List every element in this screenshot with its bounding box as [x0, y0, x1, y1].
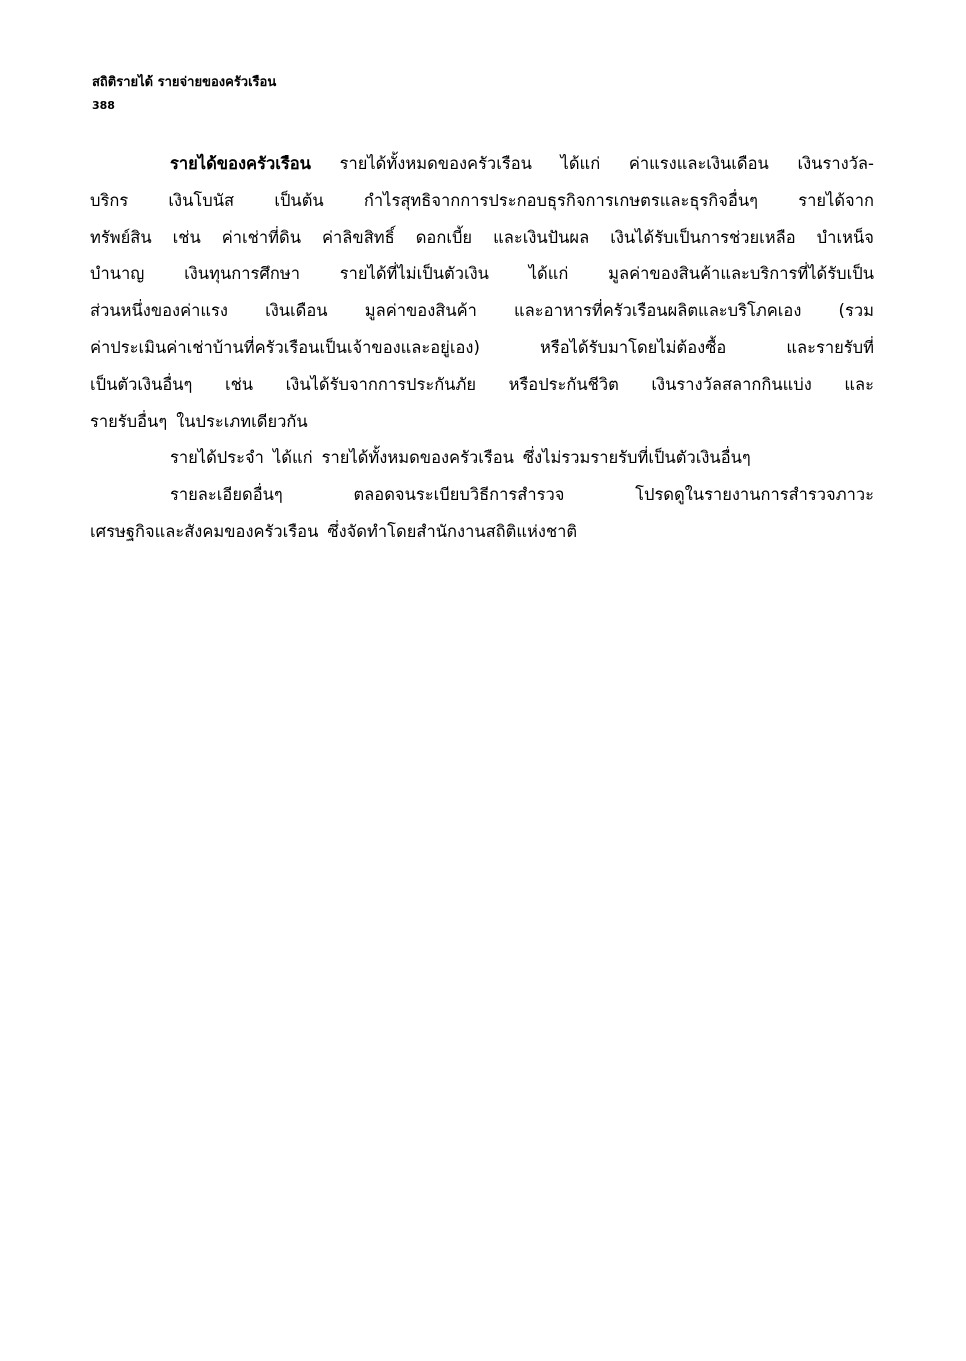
text-segment: ส่วนหนึ่งของค่าแรง [90, 301, 228, 321]
paragraph-line [90, 146, 874, 183]
text-segment: ได้แก่ [560, 154, 601, 173]
text-segment: บำนาญ [90, 264, 145, 284]
paragraph-line [90, 477, 874, 514]
text-segment: ได้แก่ [272, 448, 313, 468]
text-segment: ทรัพย์สิน [90, 227, 152, 247]
text-segment: (รวม [838, 301, 874, 321]
paragraph-line [90, 404, 874, 441]
text-segment: ในประเภทเดียวกัน [176, 411, 308, 431]
body-text [90, 146, 874, 551]
text-segment: รายรับอื่นๆ [90, 411, 168, 431]
text-segment: มูลค่าของสินค้า [364, 301, 477, 321]
text-segment: ค่าแรงและเงินเดือน [628, 154, 769, 173]
text-segment: เงินได้รับจากการประกันภัย [285, 374, 477, 394]
text-segment: ค่าประเมินค่าเช่าบ้านที่ครัวเรือนเป็นเจ้าของและอยู่เอง) [90, 337, 480, 357]
text-segment: กำไรสุทธิจากการประกอบธุรกิจการเกษตรและธุรกิจอื่นๆ [363, 190, 759, 210]
text-segment: เป็นตัวเงินอื่นๆ [90, 374, 193, 394]
text-segment: หรือประกันชีวิต [508, 374, 619, 394]
text-segment: ดอกเบี้ย [415, 227, 473, 247]
text-segment: ค่าลิขสิทธิ์ [322, 227, 395, 247]
text-segment: เงินได้รับเป็นการช่วยเหลือ [610, 227, 796, 247]
page-number: 388 [92, 99, 115, 112]
text-segment: ค่าเช่าที่ดิน [221, 227, 302, 247]
text-segment: ได้แก่ [528, 264, 569, 284]
running-header [92, 74, 492, 114]
paragraph-line [90, 183, 874, 220]
text-segment: เงินเดือน [265, 301, 328, 321]
text-segment: และอาหารที่ครัวเรือนผลิตและบริโภคเอง [514, 301, 802, 321]
text-segment: มูลค่าของสินค้าและบริการที่ได้รับเป็น [608, 264, 874, 284]
text-segment: และรายรับที่ [786, 337, 874, 357]
text-segment: เงินรางวัล- [797, 154, 874, 173]
text-segment: เงินรางวัลสลากกินแบ่ง [651, 374, 812, 394]
text-segment: บำเหน็จ [816, 227, 874, 247]
header-title: สถิติรายได้ รายจ่ายของครัวเรือน [92, 75, 277, 90]
paragraph-line [90, 440, 874, 477]
paragraph-line [90, 330, 874, 367]
text-segment: และเงินปันผล [493, 227, 590, 247]
defined-term: รายได้ของครัวเรือน [170, 154, 311, 173]
paragraph-line [90, 220, 874, 257]
text-segment: รายได้ทั้งหมดของครัวเรือน [321, 448, 514, 468]
paragraph-line [90, 514, 874, 551]
text-segment: ซึ่งจัดทำโดยสำนักงานสถิติแห่งชาติ [327, 521, 578, 541]
text-segment: รายได้ประจำ [170, 448, 264, 468]
text-segment: รายได้ที่ไม่เป็นตัวเงิน [339, 264, 489, 284]
text-segment: โปรดดูในรายงานการสำรวจภาวะ [635, 485, 874, 505]
text-segment: บริกร [90, 190, 129, 210]
text-segment: รายละเอียดอื่นๆ [170, 485, 283, 505]
text-segment: เงินโบนัส [168, 190, 235, 210]
text-segment: เช่น [172, 227, 201, 247]
paragraph-line [90, 256, 874, 293]
text-segment: หรือได้รับมาโดยไม่ต้องซื้อ [539, 337, 727, 357]
text-segment: ตลอดจนระเบียบวิธีการสำรวจ [353, 485, 565, 505]
text-segment: เงินทุนการศึกษา [184, 264, 300, 284]
text-segment: ซึ่งไม่รวมรายรับที่เป็นตัวเงินอื่นๆ [522, 448, 751, 468]
paragraph-line [90, 293, 874, 330]
text-segment: เป็นต้น [274, 190, 324, 210]
text-segment: และ [844, 374, 874, 394]
text-segment: รายได้ทั้งหมดของครัวเรือน [339, 154, 532, 173]
paragraph-line [90, 367, 874, 404]
text-segment: เช่น [224, 374, 254, 394]
text-segment: เศรษฐกิจและสังคมของครัวเรือน [90, 521, 319, 541]
text-segment: รายได้จาก [798, 190, 874, 210]
